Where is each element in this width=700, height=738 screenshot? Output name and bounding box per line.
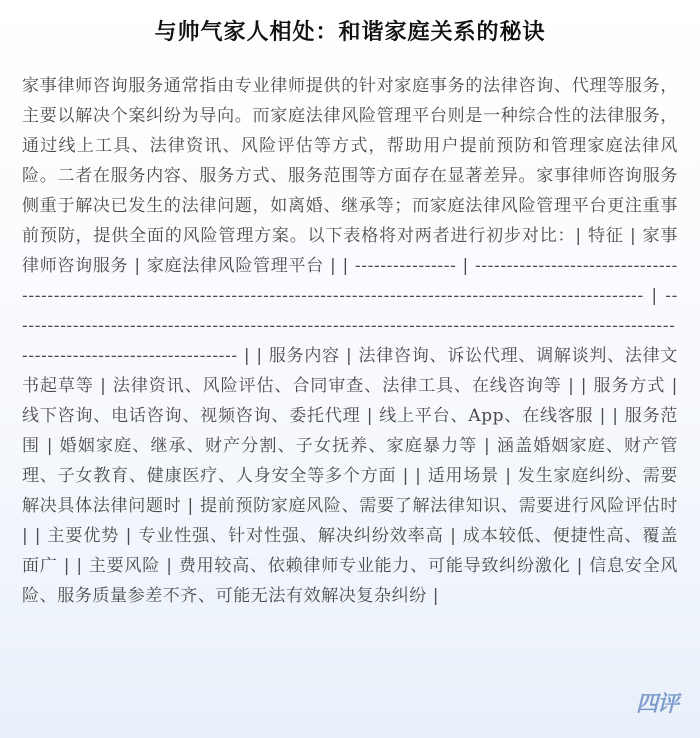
- article-title: 与帅气家人相处：和谐家庭关系的秘诀: [154, 20, 546, 45]
- watermark-logo: 四评: [635, 692, 678, 717]
- article-body: 家事律师咨询服务通常指由专业律师提供的针对家庭事务的法律咨询、代理等服务，主要以解决个案纠纷为导向。而家庭法律风险管理平台则是一种综合性的法律服务，通过线上工具、法律资讯、风险评估等方式，帮助用户提前预防和管理家庭法律风险。二者在服务内容、服务方式、服务范围等方面存在显著差异。家事律师咨询服务侧重于解决已发生的法律问题，如离婚、继承等；而家庭法律风险管理平台更注重事前预防，提供全面的风险管理方案。以下表格将对两者进行初步对比：| 特征 | 家事律师咨询服务 | 家庭法律风险管理平台 | | ---------------- | ---------------------------------------------------------------------------------------------------------------------------------- | ------------------------------------------------------------------------------------------------------------------------------------------- | | 服务内容 | 法律咨询、诉讼代理、调解谈判、法律文书起草等 | 法律资讯、风险评估、合同审查、法律工具、在线咨询等 | | 服务方式 | 线下咨询、电话咨询、视频咨询、委托代理 | 线上平台、App、在线客服 | | 服务范围 | 婚姻家庭、继承、财产分割、子女抚养、家庭暴力等 | 涵盖婚姻家庭、财产管理、子女教育、健康医疗、人身安全等多个方面 | | 适用场景 | 发生家庭纠纷、需要解决具体法律问题时 | 提前预防家庭风险、需要了解法律知识、需要进行风险评估时 | | 主要优势 | 专业性强、针对性强、解决纠纷效率高 | 成本较低、便捷性高、覆盖面广 | | 主要风险 | 费用较高、依赖律师专业能力、可能导致纠纷激化 | 信息安全风险、服务质量参差不齐、可能无法有效解决复杂纠纷 |: [22, 76, 678, 606]
